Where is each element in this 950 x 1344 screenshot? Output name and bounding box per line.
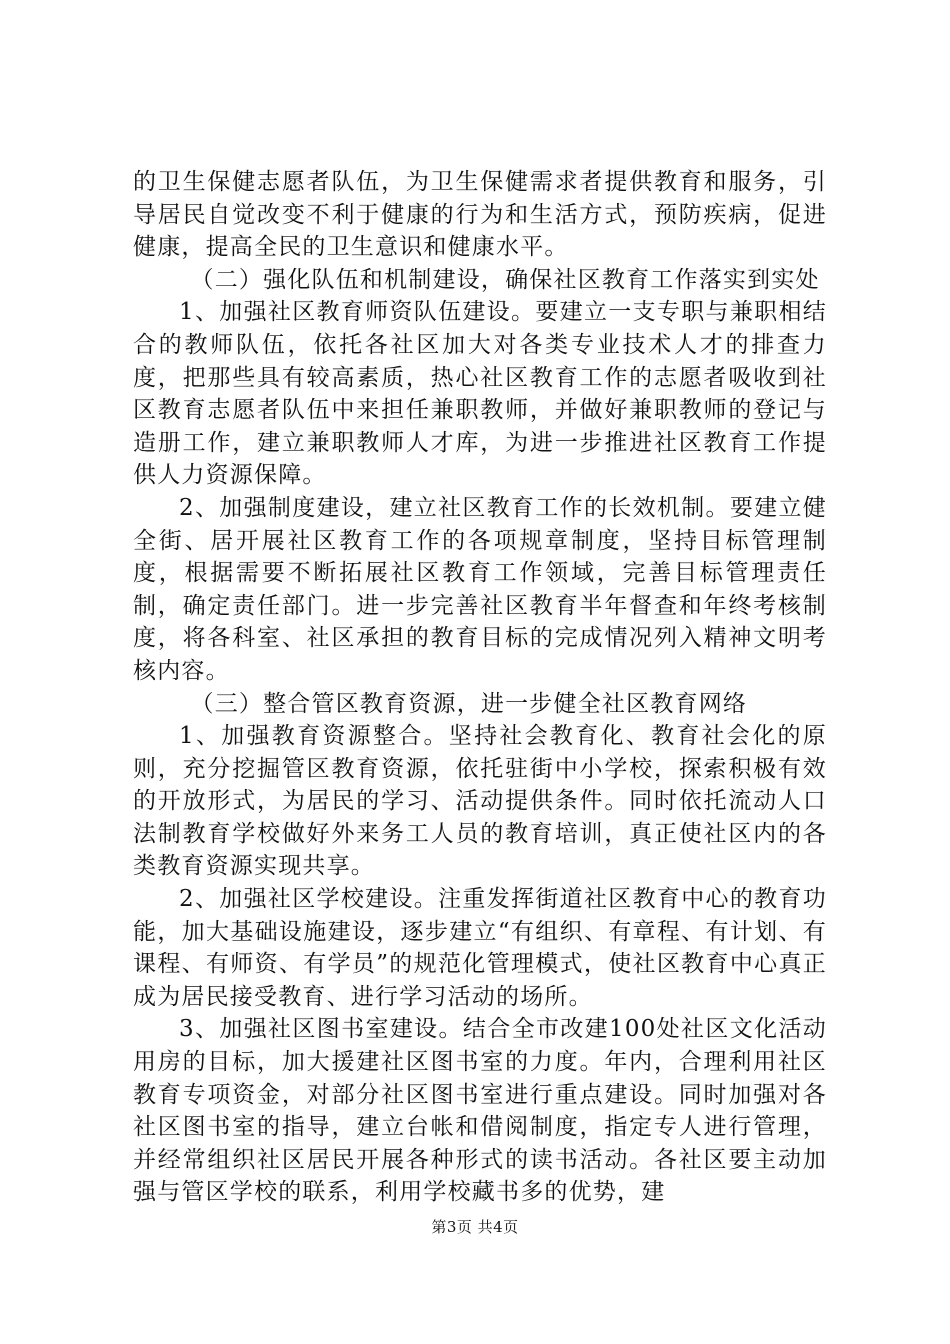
paragraph-resource-integration: 1、加强教育资源整合。坚持社会教育化、教育社会化的原则，充分挖掘管区教育资源，依托驻街中小学校，探索积极有效的开放形式，为居民的学习、活动提供条件。同时依托流动人口法制教育学校做好外来务工人员的教育培训，真正使社区内的各类教育资源实现共享。 [133, 723, 827, 880]
section-heading-3: （三）整合管区教育资源，进一步健全社区教育网络 [190, 690, 748, 717]
paragraph-teacher-team: 1、加强社区教育师资队伍建设。要建立一支专职与兼职相结合的教师队伍，依托各社区加大对各类专业技术人才的排查力度，把那些具有较高素质，热心社区教育工作的志愿者吸收到社区教育志愿者队伍中来担任兼职教师，并做好兼职教师的登记与造册工作，建立兼职教师人才库，为进一步推进社区教育工作提供人力资源保障。 [133, 299, 827, 489]
paragraph-community-school: 2、加强社区学校建设。注重发挥街道社区教育中心的教育功能，加大基础设施建设，逐步建立“有组织、有章程、有计划、有课程、有师资、有学员”的规范化管理模式，使社区教育中心真正成为居民接受教育、进行学习活动的场所。 [133, 886, 827, 1010]
paragraph-continuation: 的卫生保健志愿者队伍，为卫生保健需求者提供教育和服务，引导居民自觉改变不利于健康的行为和生活方式，预防疾病，促进健康，提高全民的卫生意识和健康水平。 [133, 169, 827, 261]
section-heading-2: （二）强化队伍和机制建设，确保社区教育工作落实到实处 [190, 266, 820, 293]
page-number-footer: 第3页 共4页 [431, 1218, 519, 1236]
paragraph-library: 3、加强社区图书室建设。结合全市改建100处社区文化活动用房的目标，加大援建社区图书室的力度。年内，合理利用社区教育专项资金，对部分社区图书室进行重点建设。同时加强对各社区图书室的指导，建立台帐和借阅制度，指定专人进行管理，并经常组织社区居民开展各种形式的读书活动。各社区要主动加强与管区学校的联系，利用学校藏书多的优势，建 [133, 1016, 827, 1206]
document-body [133, 166, 827, 1209]
paragraph-system-building: 2、加强制度建设，建立社区教育工作的长效机制。要建立健全街、居开展社区教育工作的各项规章制度，坚持目标管理制度，根据需要不断拓展社区教育工作领域，完善目标管理责任制，确定责任部门。进一步完善社区教育半年督查和年终考核制度，将各科室、社区承担的教育目标的完成情况列入精神文明考核内容。 [133, 494, 827, 684]
